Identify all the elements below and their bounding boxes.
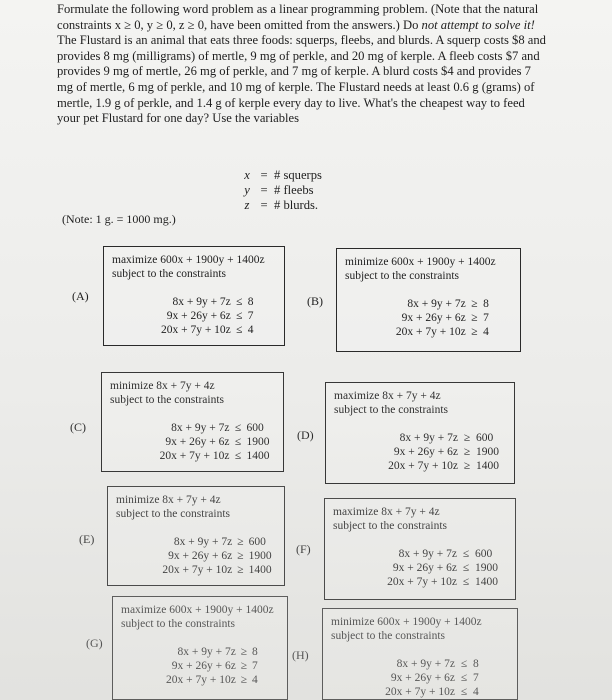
constraint-rhs: 1900 [248,550,272,562]
constraint-lhs: 20x + 7y + 10z [160,324,231,336]
constraint-lhs: 20x + 7y + 10z [387,576,457,588]
constraint-row [150,563,276,577]
option-label-g[interactable]: (G) [86,636,103,650]
objective: maximize 600x + 1900y + 1400z [121,604,274,616]
problem-intro [57,2,547,33]
constraint-relation: ≤ [462,562,470,574]
subject-to: subject to the constraints [112,268,227,280]
constraint-relation: ≤ [460,672,468,684]
variable-description: # fleebs [274,183,314,197]
constraint-lhs: 9x + 26y + 6z [392,562,457,574]
constraint-rhs: 8 [483,298,489,310]
constraint-row [144,421,275,435]
option-label-b[interactable]: (B) [307,294,323,308]
constraint-relation: ≤ [236,324,243,336]
subject-to: subject to the constraints [110,394,225,406]
constraint-relation: ≥ [240,660,248,672]
constraints [155,645,279,687]
constraint-row [379,325,512,339]
option-box-a[interactable] [103,246,285,346]
constraint-row [367,575,507,589]
constraint-row [146,309,276,323]
constraint-row [146,323,276,337]
constraint-rhs: 4 [473,686,479,698]
constraint-rhs: 4 [252,674,258,686]
constraint-row [368,445,506,459]
constraint-rhs: 600 [476,432,494,444]
constraint-lhs: 9x + 26y + 6z [166,310,231,322]
constraint-row [367,547,507,561]
constraint-relation: ≥ [237,536,244,548]
option-label-a[interactable]: (A) [72,289,89,303]
constraint-lhs: 20x + 7y + 10z [395,326,466,338]
constraint-relation: ≤ [234,436,242,448]
constraint-relation: ≥ [471,312,478,324]
constraint-rhs: 8 [247,296,254,308]
objective: minimize 600x + 1900y + 1400z [345,256,496,268]
constraint-lhs: 8x + 9y + 7z [177,646,236,658]
constraint-rhs: 8 [252,646,258,658]
constraint-lhs: 8x + 9y + 7z [398,548,457,560]
constraint-row [144,435,275,449]
variable-equals: = [260,168,268,182]
constraint-row [365,657,509,671]
option-box-g[interactable] [112,596,288,700]
option-label-e[interactable]: (E) [79,532,95,546]
constraint-rhs: 1400 [248,564,272,576]
constraint-lhs: 9x + 26y + 6z [168,550,233,562]
constraint-relation: ≤ [234,450,242,462]
constraint-rhs: 1400 [476,460,499,472]
constraint-rhs: 4 [247,324,254,336]
constraint-rhs: 1400 [475,576,498,588]
constraint-lhs: 8x + 9y + 7z [407,298,466,310]
constraints [144,421,275,463]
constraint-row [144,449,275,463]
constraint-relation: ≥ [463,446,471,458]
constraints [146,295,276,337]
constraint-rhs: 600 [246,422,264,434]
constraint-rhs: 1900 [246,436,270,448]
constraint-row [368,459,506,473]
variable-row-y [240,183,322,198]
subject-to: subject to the constraints [116,508,231,520]
subject-to: subject to the constraints [331,630,446,642]
constraint-relation: ≤ [236,296,243,308]
subject-to: subject to the constraints [121,618,236,630]
option-box-b[interactable] [336,248,521,352]
constraint-lhs: 8x + 9y + 7z [399,432,458,444]
constraint-rhs: 1900 [476,446,499,458]
unit-note: (Note: 1 g. = 1000 mg.) [62,212,176,226]
variable-symbol: z [244,198,250,212]
constraint-row [379,311,512,325]
option-box-d[interactable] [325,382,515,484]
variable-equals: = [260,198,268,212]
problem-intro-emphasis: not attempt to solve it! [421,17,535,32]
option-label-f[interactable]: (F) [296,542,311,556]
option-box-c[interactable] [101,372,284,472]
constraint-relation: ≥ [463,432,471,444]
constraints [368,431,506,473]
constraint-row [365,671,509,685]
constraint-relation: ≥ [240,646,248,658]
variable-equals: = [260,183,268,197]
constraint-lhs: 20x + 7y + 10z [159,450,230,462]
variable-row-z [240,198,322,213]
objective: maximize 8x + 7y + 4z [333,506,440,518]
constraints [379,297,512,339]
constraint-row [150,549,276,563]
option-box-e[interactable] [107,486,285,586]
constraint-row [379,297,512,311]
constraint-lhs: 8x + 9y + 7z [171,422,230,434]
constraint-relation: ≤ [460,658,468,670]
constraint-lhs: 20x + 7y + 10z [385,686,455,698]
objective: minimize 600x + 1900y + 1400z [331,616,482,628]
constraint-rhs: 4 [483,326,489,338]
constraint-relation: ≤ [462,576,470,588]
variable-description: # blurds. [274,198,319,212]
constraint-relation: ≥ [237,564,244,576]
constraint-lhs: 20x + 7y + 10z [162,564,233,576]
constraint-row [367,561,507,575]
option-box-h[interactable] [322,608,518,700]
objective: minimize 8x + 7y + 4z [116,494,221,506]
constraint-rhs: 7 [483,312,489,324]
constraint-relation: ≥ [471,326,478,338]
constraint-lhs: 8x + 9y + 7z [173,536,233,548]
constraint-relation: ≤ [460,686,468,698]
constraint-rhs: 7 [473,672,479,684]
variable-definitions [240,168,322,213]
constraint-row [368,431,506,445]
constraints [150,535,276,577]
constraint-row [155,645,279,659]
problem-statement [57,2,547,127]
option-label-h[interactable]: (H) [292,648,309,662]
constraint-lhs: 9x + 26y + 6z [165,436,230,448]
constraint-lhs: 8x + 9y + 7z [396,658,455,670]
constraint-relation: ≤ [236,310,243,322]
constraint-rhs: 600 [475,548,493,560]
constraints [367,547,507,589]
option-label-c[interactable]: (C) [70,420,86,434]
objective: maximize 600x + 1900y + 1400z [112,254,265,266]
constraint-row [365,685,509,699]
constraint-lhs: 20x + 7y + 10z [388,460,458,472]
problem-intro-text: Formulate the following word problem as a linear programming problem. (Note that the natural constraints x ≥ 0, y ≥ 0, z ≥ 0, have been omitted from the answers.) Do [57,2,539,32]
constraint-rhs: 600 [248,536,266,548]
constraint-row [146,295,276,309]
subject-to: subject to the constraints [345,270,460,282]
problem-description: The Flustard is an animal that eats three foods: squerps, fleebs, and blurds. A squerp costs $8 and provides 8 mg (milligrams) of mertle, 9 mg of perkle, and 20 mg of kerple. A fleeb costs $7 and provides 9 mg of mertle, 26 mg of perkle, and 7 mg of kerple. A blurd costs $4 and provides 7 mg of mertle, 6 mg of perkle, and 10 mg of kerple. The Flustard needs at least 0.6 g (grams) of mertle, 1.9 g of perkle, and 1.4 g of kerple every day to live. What's the cheapest way to feed your pet Flustard for one day? Use the variables [57,33,546,126]
constraint-rhs: 8 [473,658,479,670]
constraint-lhs: 20x + 7y + 10z [166,674,236,686]
constraint-row [155,673,279,687]
constraint-lhs: 9x + 26y + 6z [390,672,455,684]
constraint-relation: ≥ [240,674,248,686]
subject-to: subject to the constraints [333,520,448,532]
constraint-lhs: 9x + 26y + 6z [393,446,458,458]
variable-row-x [240,168,322,183]
variable-symbol: y [244,183,250,197]
option-label-d[interactable]: (D) [297,428,314,442]
objective: maximize 8x + 7y + 4z [334,390,441,402]
constraint-rhs: 7 [247,310,254,322]
constraint-relation: ≥ [471,298,478,310]
constraint-lhs: 9x + 26y + 6z [171,660,236,672]
constraint-lhs: 9x + 26y + 6z [401,312,466,324]
constraint-rhs: 1400 [246,450,270,462]
constraints [365,657,509,699]
constraint-row [150,535,276,549]
constraint-relation: ≤ [462,548,470,560]
constraint-lhs: 8x + 9y + 7z [172,296,231,308]
option-box-f[interactable] [324,498,516,600]
constraint-row [155,659,279,673]
constraint-relation: ≥ [463,460,471,472]
objective: minimize 8x + 7y + 4z [110,380,215,392]
constraint-rhs: 1900 [475,562,498,574]
subject-to: subject to the constraints [334,404,449,416]
constraint-relation: ≥ [237,550,244,562]
constraint-rhs: 7 [252,660,258,672]
variable-symbol: x [244,168,250,182]
variable-description: # squerps [274,168,322,182]
constraint-relation: ≤ [234,422,242,434]
